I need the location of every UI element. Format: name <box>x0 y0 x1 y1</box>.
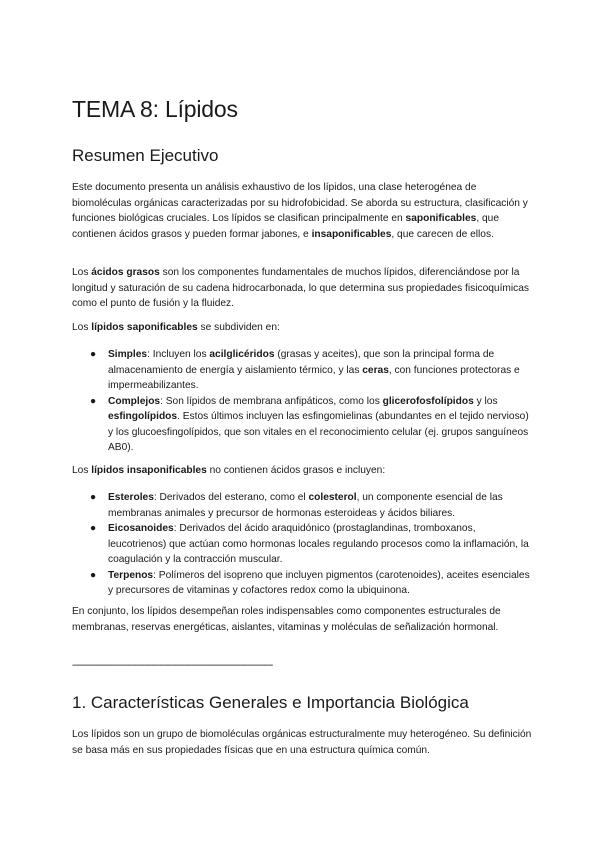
bullet-icon: ● <box>90 523 97 534</box>
term-saponificables: saponificables <box>405 213 477 224</box>
section-1-heading: 1. Características Generales e Importancia Biológica <box>72 693 469 712</box>
term-acidos-grasos: ácidos grasos <box>91 267 160 278</box>
bullet-icon: ● <box>90 569 97 581</box>
summary-heading: Resumen Ejecutivo <box>72 146 219 165</box>
section-separator: -------------------------------------------------------------------------------------- <box>72 660 273 671</box>
section-1-paragraph-1: Los lípidos son un grupo de biomoléculas orgánicas estructuralmente muy heterogéneo. Su definición se basa más en sus propiedades físicas que en una estructura química común. <box>72 729 532 756</box>
bullet-icon: ● <box>90 395 97 407</box>
bullet-icon: ● <box>90 492 97 503</box>
list-item-simples: ● Simples: Incluyen los acilglicéridos (grasas y aceites), que son la principal forma de almacenamiento de energía y aislamiento térmico, y las ceras, con funciones protectoras e impermeabilizantes. <box>90 349 520 391</box>
bullet-icon: ● <box>90 349 97 360</box>
list-item-terpenos: ● Terpenos: Polímeros del isopreno que incluyen pigmentos (carotenoides), aceites esenciales y precursores de vitaminas y cofactores redox como la ubiquinona. <box>90 569 530 596</box>
term-lipidos-insaponificables: lípidos insaponificables <box>91 465 207 476</box>
insaponificables-list <box>72 490 534 599</box>
summary-paragraph-3: Los lípidos saponificables se subdividen en: <box>72 322 280 333</box>
saponificables-list <box>72 347 534 456</box>
document-title: TEMA 8: Lípidos <box>72 96 238 122</box>
list-item-esteroles: ● Esteroles: Derivados del esterano, como el colesterol, un componente esencial de las membranas animales y precursor de hormonas esteroideas y ácidos biliares. <box>90 492 503 519</box>
list-item-complejos: ● Complejos: Son lípidos de membrana anfipáticos, como los glicerofosfolípidos y los esfingolípidos. Estos últimos incluyen las esfingomielinas (abundantes en el tejido nervioso) y los glucoesfingolípidos, que son vitales en el reconocimiento celular (ej. grupos sanguíneos AB0). <box>90 395 529 453</box>
term-lipidos-saponificables: lípidos saponificables <box>91 322 198 333</box>
term-insaponificables: insaponificables <box>311 228 392 240</box>
summary-paragraph-5: En conjunto, los lípidos desempeñan roles indispensables como componentes estructurales de membranas, reservas energéticas, aislantes, vitaminas y moléculas de señalización hormonal. <box>72 606 501 633</box>
summary-paragraph-2: Los ácidos grasos son los componentes fundamentales de muchos lípidos, diferenciándose por la longitud y saturación de su cadena hidrocarbonada, lo que determina sus propiedades fisicoquímicas como el punto de fusión y la fluidez. <box>72 267 530 309</box>
summary-paragraph-4: Los lípidos insaponificables no contienen ácidos grasos e incluyen: <box>72 465 386 476</box>
list-item-eicosanoides: ● Eicosanoides: Derivados del ácido araquidónico (prostaglandinas, tromboxanos, leucotrienos) que actúan como hormonas locales regulando procesos como la inflamación, la coagulación y la contracción muscular. <box>90 523 529 565</box>
summary-paragraph-1: Este documento presenta un análisis exhaustivo de los lípidos, una clase heterogénea de biomoléculas orgánicas caracterizadas por su hidrofobicidad. Se aborda su estructura, clasificación y funciones biológicas cruciales. Los lípidos se clasifican principalmente en saponificables, que contienen ácidos grasos y pueden formar jabones, e insaponificables, que carecen de ellos. <box>72 182 528 240</box>
